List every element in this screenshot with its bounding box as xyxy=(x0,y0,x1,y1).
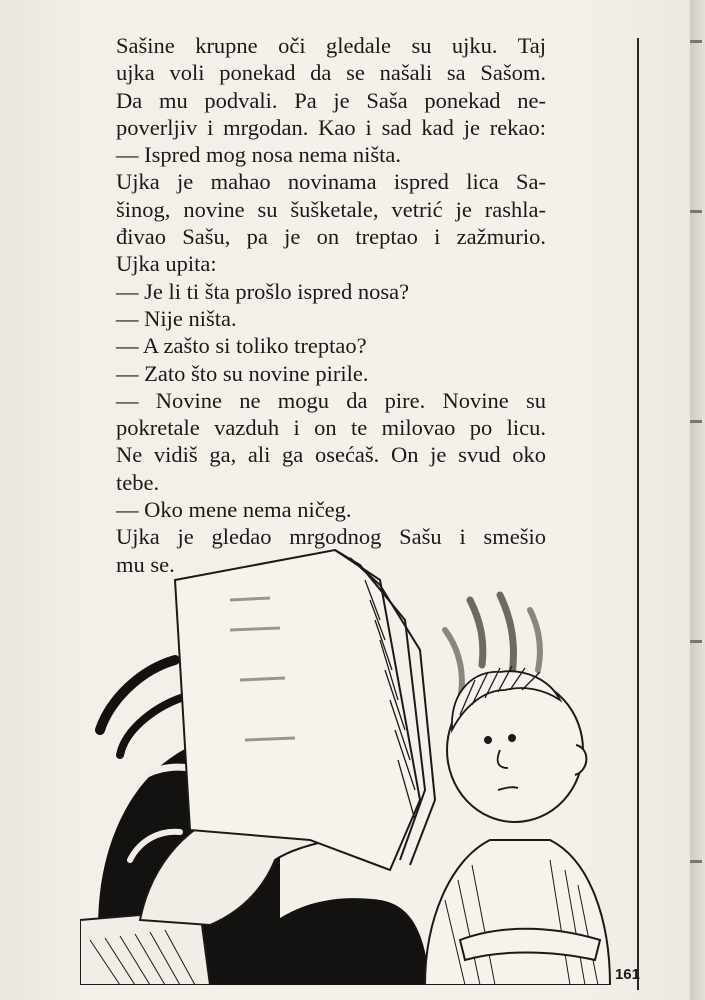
text-line: — Ispred mog nosa nema ništa. xyxy=(116,142,401,168)
text-line: — Zato što su novine pirile. xyxy=(116,360,369,386)
story-text xyxy=(116,32,546,578)
text-line: — A zašto si toliko treptao? xyxy=(116,333,367,359)
text-line: tebe. xyxy=(116,469,160,495)
page-edge xyxy=(690,0,705,1000)
text-line: šinog, novine su šušketale, vetrić je rashla- xyxy=(116,196,546,222)
wind-stroke xyxy=(445,630,462,700)
motion-swoosh xyxy=(120,695,190,755)
edge-mark xyxy=(690,640,702,643)
wind-stroke xyxy=(470,600,483,665)
text-line: ujka voli ponekad da se našali sa Sašom. xyxy=(116,60,546,86)
text-line: Ujka je mahao novinama ispred lica Sa- xyxy=(116,169,546,195)
boy-eye xyxy=(508,734,516,742)
text-line: — Je li ti šta prošlo ispred nosa? xyxy=(116,278,410,304)
wind-stroke xyxy=(530,610,540,670)
text-line: Ne vidiš ga, ali ga osećaš. On je svud oko xyxy=(116,442,546,468)
boy-eye xyxy=(484,736,492,744)
newspaper-page xyxy=(175,550,420,870)
text-line: đivao Sašu, pa je on treptao i zažmurio. xyxy=(116,224,546,250)
edge-mark xyxy=(690,210,702,213)
text-line: poverljiv i mrgodan. Kao i sad kad je rekao: xyxy=(116,114,546,140)
text-line: — Novine ne mogu da pire. Novine su xyxy=(116,387,546,413)
edge-mark xyxy=(690,420,702,423)
page-number: 161 xyxy=(614,966,640,983)
text-line: Ujka upita: xyxy=(116,251,217,277)
edge-mark xyxy=(690,40,702,43)
text-line: Da mu podvali. Pa je Saša ponekad ne- xyxy=(116,87,546,113)
text-line: Sašine krupne oči gledale su ujku. Taj xyxy=(116,33,546,58)
boy-body xyxy=(425,840,610,985)
boy-ear xyxy=(575,745,586,775)
edge-mark xyxy=(690,860,702,863)
motion-swoosh xyxy=(100,660,175,730)
text-line: mu se. xyxy=(116,551,175,577)
text-line: — Oko mene nema ničeg. xyxy=(116,497,352,523)
wind-stroke xyxy=(500,595,514,675)
text-line: — Nije ništa. xyxy=(116,305,237,331)
text-line: pokretale vazduh i on te milovao po licu. xyxy=(116,415,546,441)
text-line: Ujka je gledao mrgodnog Sašu i smešio xyxy=(116,524,546,550)
newspaper-illustration xyxy=(80,540,640,985)
